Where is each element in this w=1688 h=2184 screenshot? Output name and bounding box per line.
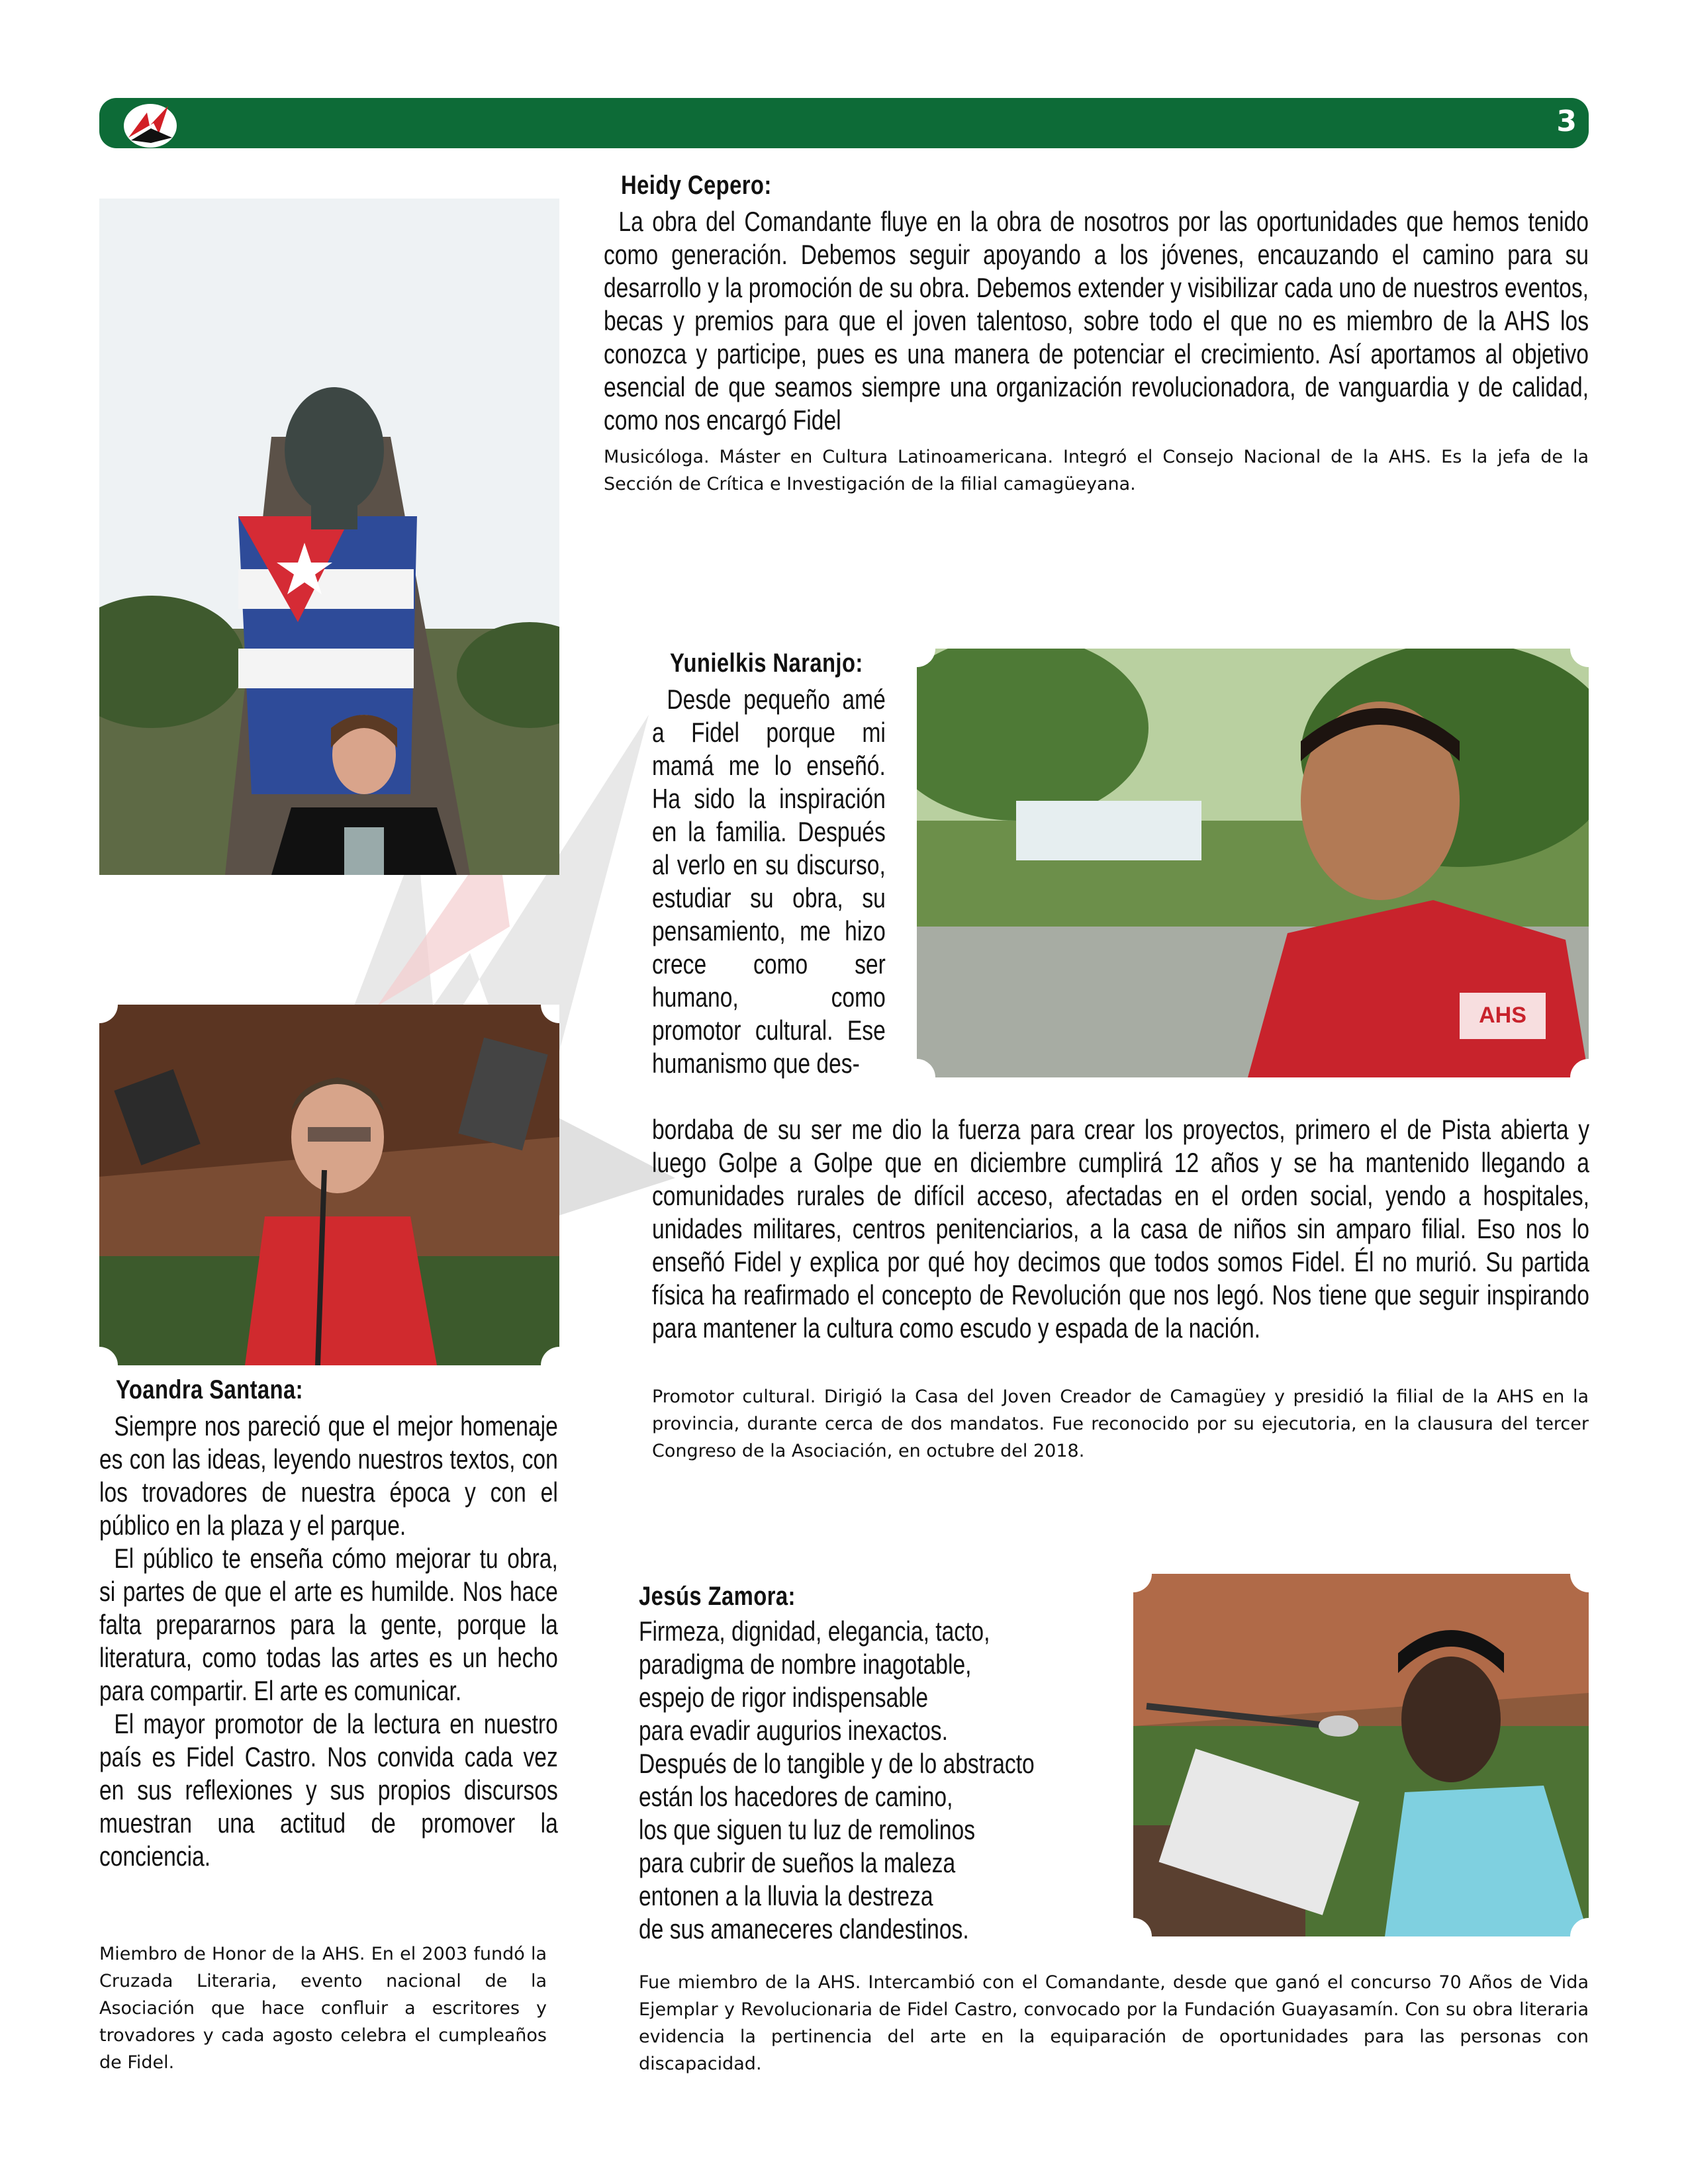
yoandra-paragraph-1: Siempre nos pareció que el mejor homenaje es con las ideas, leyendo nuestros textos, con los trovadores de nuestra época y con el público en la plaza y el parque. xyxy=(99,1410,558,1541)
heidy-caption: Musicóloga. Máster en Cultura Latinoamericana. Integró el Consejo Nacional de la AHS. Es la jefa de la Sección de Crítica e Investigación de la filial camagüeyana. xyxy=(604,447,1589,494)
yoandra-paragraph-2: El público te enseña cómo mejorar tu obra, si partes de que el arte es humilde. Nos hace falta prepararnos para la gente, porque la literatura, como todas las artes es un hecho para compartir. El arte es comunicar. xyxy=(99,1543,558,1706)
photo-man-reading-at-microphone xyxy=(1133,1574,1589,1936)
poem-line: paradigma de nombre inagotable, xyxy=(639,1649,972,1680)
poem-line: de sus amaneceres clandestinos. xyxy=(639,1913,969,1944)
jesus-name: Jesús Zamora: xyxy=(639,1582,796,1611)
ahs-logo-icon xyxy=(120,99,180,150)
yunielkis-name: Yunielkis Naranjo: xyxy=(670,649,863,678)
photo-woman-reading-at-microphone xyxy=(99,1005,559,1365)
yunielkis-paragraph-narrow: Desde pequeño amé a Fidel porque mi mamá me lo enseñó. Ha sido la inspiración en la familia. Después al verlo en su discurso, estudiar su obra, su pensamiento, me hizo crece como ser humano, como promotor cultural. Ese humanismo que des- xyxy=(652,684,886,1079)
yunielkis-caption: Promotor cultural. Dirigió la Casa del Joven Creador de Camagüey y presidió la filial de la AHS en la provincia, durante cerca de dos mandatos. Fue reconocido por su ejecutoria, en la clausura del tercer Congreso de la Asociación, en octubre del 2018. xyxy=(652,1387,1589,1461)
yunielkis-text-wide xyxy=(652,1113,1589,1345)
yoandra-caption: Miembro de Honor de la AHS. En el 2003 fundó la Cruzada Literaria, evento nacional de la Asociación que hace confluir a escritores y trovadores y cada agosto celebra el cumpleaños de Fidel. xyxy=(99,1944,547,2073)
poem-line: espejo de rigor indispensable xyxy=(639,1682,929,1713)
poem-line: Firmeza, dignidad, elegancia, tacto, xyxy=(639,1615,990,1647)
jesus-poem xyxy=(639,1615,1035,1946)
heidy-paragraph: La obra del Comandante fluye en la obra de nosotros por las oportunidades que hemos tenido como generación. Debemos seguir apoyando a los jóvenes, encauzando el camino para su desarrollo y la promoción de su obra. Debemos extender y visibilizar cada uno de nuestros eventos, becas y premios para que el joven talentoso, sobre todo el que no es miembro de la AHS los conozca y participe, pues es una manera de potenciar el crecimiento. Así aportamos al objetivo esencial de que seamos siempre una organización revolucionadora, de vanguardia y de calidad, como nos encargó Fidel xyxy=(604,206,1589,435)
poem-line: los que siguen tu luz de remolinos xyxy=(639,1814,976,1845)
poem-line: Después de lo tangible y de lo abstracto xyxy=(639,1748,1035,1779)
poem-line: para evadir augurios inexactos. xyxy=(639,1715,948,1746)
heidy-text xyxy=(604,205,1589,437)
yunielkis-paragraph-wide: bordaba de su ser me dio la fuerza para crear los proyectos, primero el de Pista abierta y luego Golpe a Golpe que en diciembre cumplirá 12 años y se ha mantenido llegando a comunidades rurales de difícil acceso, afectadas en el orden social, yendo a hospitales, unidades militares, centros penitenciarios, a la casa de niños sin amparo filial. Eso nos lo enseñó Fidel y explica por qué hoy decimos que todos somos Fidel. Él no murió. Su partida física ha reafirmado el concepto de Revolución que nos legó. Nos tiene que seguir inspirando para mantener la cultura como escudo y espada de la nación. xyxy=(652,1114,1589,1343)
poem-line: para cubrir de sueños la maleza xyxy=(639,1847,956,1878)
yoandra-text xyxy=(99,1410,558,1873)
poem-line: entonen a la lluvia la destreza xyxy=(639,1880,933,1911)
yunielkis-text-narrow xyxy=(652,683,886,1080)
jesus-caption: Fue miembro de la AHS. Intercambió con el Comandante, desde que ganó el concurso 70 Años de Vida Ejemplar y Revolucionaria de Fidel Castro, convocado por la Fundación Guayasamín. Con su obra literaria evidencia la pertinencia del arte en la equiparación de oportunidades para las personas con discapacidad. xyxy=(639,1972,1589,2074)
header-bar xyxy=(99,98,1589,148)
page-number: 3 xyxy=(1556,105,1577,138)
poem-line: están los hacedores de camino, xyxy=(639,1781,953,1812)
photo-statue-with-cuban-flag xyxy=(99,199,559,875)
yoandra-paragraph-3: El mayor promotor de la lectura en nuestro país es Fidel Castro. Nos convida cada vez en sus reflexiones y sus propios discursos muestran una actitud de promover la conciencia. xyxy=(99,1708,558,1872)
photo-man-red-shirt-outdoors xyxy=(917,649,1589,1077)
yoandra-name: Yoandra Santana: xyxy=(116,1375,303,1404)
heidy-name: Heidy Cepero: xyxy=(621,171,772,200)
shirt-logo-text: AHS xyxy=(1479,1003,1526,1028)
